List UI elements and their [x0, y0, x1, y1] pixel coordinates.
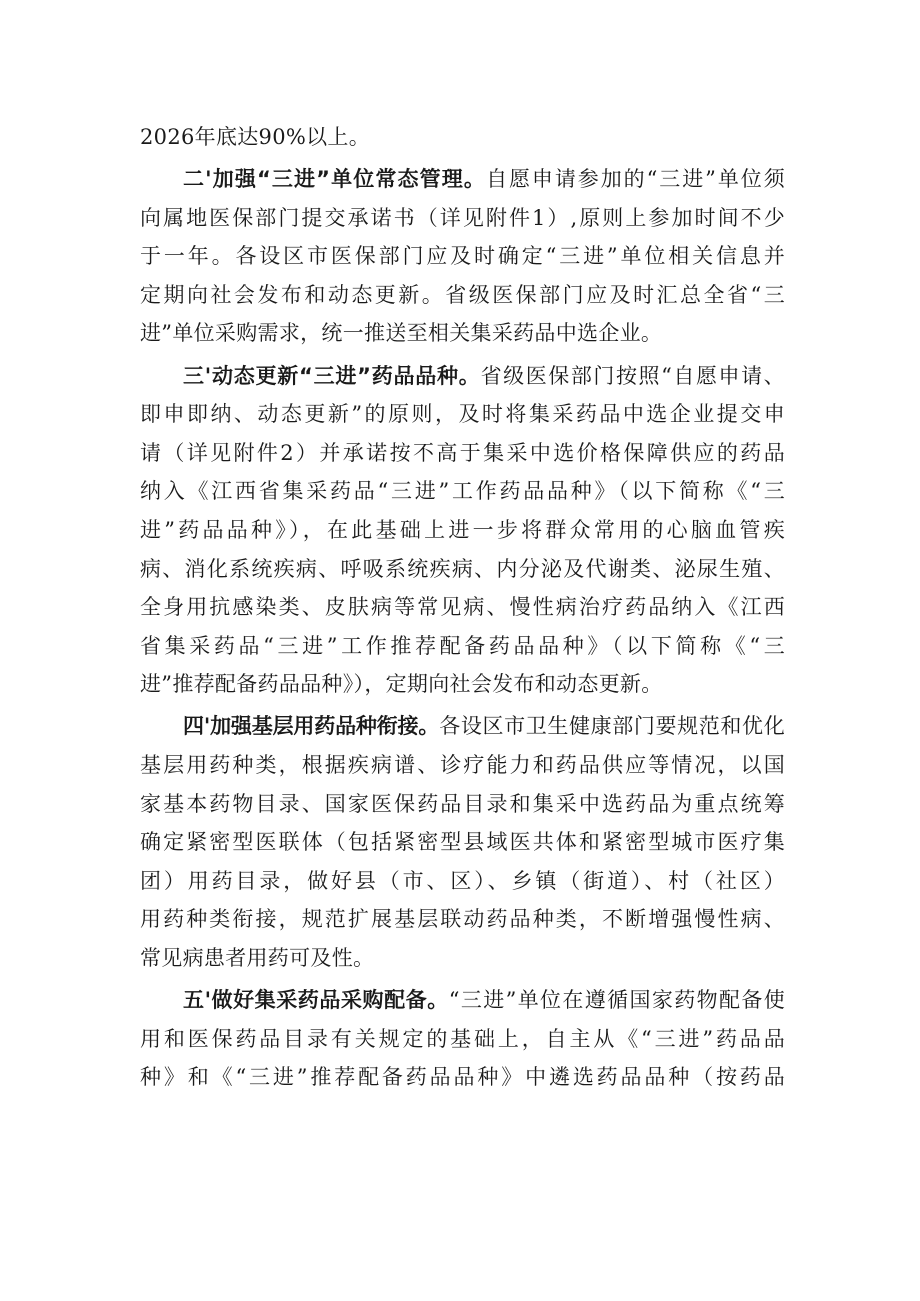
section-2-first-rest: 自愿申请参加的“三进”单位须: [486, 167, 785, 192]
section-2-line: 向属地医保部门提交承诺书（详见附件1）,原则上参加时间不少: [140, 205, 785, 230]
section-3-first-rest: 省级医保部门按照“自愿申请、: [480, 363, 785, 388]
section-2-line: 进”单位采购需求，统一推送至相关集采药品中选企业。: [140, 321, 663, 346]
section-4-heading: 四'加强基层用药品种衔接。: [183, 714, 440, 739]
section-3-heading: 三'动态更新“三进”药品品种。: [183, 363, 481, 388]
section-2-first-line: [140, 160, 785, 199]
section-3-line: 请（详见附件2）并承诺按不高于集采中选价格保障供应的药品: [140, 440, 785, 465]
section-5: [140, 981, 785, 1097]
section-5-line: 种》和《“三进”推荐配备药品品种》中遴选药品品种（按药品: [140, 1065, 785, 1090]
section-3-line: 进”药品品种》），在此基础上进一步将群众常用的心脑血管疾: [140, 517, 785, 542]
section-2-line: 定期向社会发布和动态更新。省级医保部门应及时汇总全省“三: [140, 282, 785, 307]
section-2: [140, 160, 785, 353]
section-4-line: 常见病患者用药可及性。: [140, 945, 375, 970]
section-4-first-rest: 各设区市卫生健康部门要规范和优化: [439, 714, 785, 739]
section-4-line: 团）用药目录，做好县（市、区）、乡镇（街道）、村（社区）: [140, 868, 785, 893]
intro-line: 2026年底达90%以上。: [140, 125, 371, 149]
section-4-line: 基层用药种类，根据疾病谱、诊疗能力和药品供应等情况，以国: [140, 753, 785, 777]
section-5-heading: 五'做好集采药品采购配备。: [183, 988, 449, 1013]
section-3: [140, 357, 785, 704]
section-4-line: 家基本药物目录、国家医保药品目录和集采中选药品为重点统筹: [140, 791, 785, 816]
section-3-line: 进”推荐配备药品品种》），定期向社会发布和动态更新。: [140, 672, 663, 697]
section-3-line: 即申即纳、动态更新”的原则，及时将集采药品中选企业提交申: [140, 402, 785, 427]
section-2-line: 于一年。各设区市医保部门应及时确定“三进”单位相关信息并: [140, 244, 785, 269]
section-4-line: 确定紧密型医联体（包括紧密型县域医共体和紧密型城市医疗集: [140, 830, 785, 855]
section-2-heading: 二'加强“三进”单位常态管理。: [183, 167, 487, 192]
section-5-line: 用和医保药品目录有关规定的基础上，自主从《“三进”药品品: [140, 1026, 785, 1051]
section-4: [140, 707, 785, 977]
section-3-line: 纳入《江西省集采药品“三进”工作药品品种》（以下简称《“三: [140, 479, 785, 504]
section-3-line: 省集采药品“三进”工作推荐配备药品品种》（以下简称《“三: [140, 633, 785, 658]
section-5-first-rest: “三进”单位在遵循国家药物配备使: [448, 988, 785, 1013]
section-3-line: 全身用抗感染类、皮肤病等常见病、慢性病治疗药品纳入《江西: [140, 595, 785, 620]
section-3-first-line: [140, 357, 785, 396]
section-3-line: 病、消化系统疾病、呼吸系统疾病、内分泌及代谢类、泌尿生殖、: [140, 556, 785, 581]
document-page: [140, 118, 785, 1097]
section-4-first-line: [140, 707, 785, 746]
section-4-line: 用药种类衔接，规范扩展基层联动药品种类，不断增强慢性病、: [140, 907, 785, 932]
section-5-first-line: [140, 981, 785, 1020]
